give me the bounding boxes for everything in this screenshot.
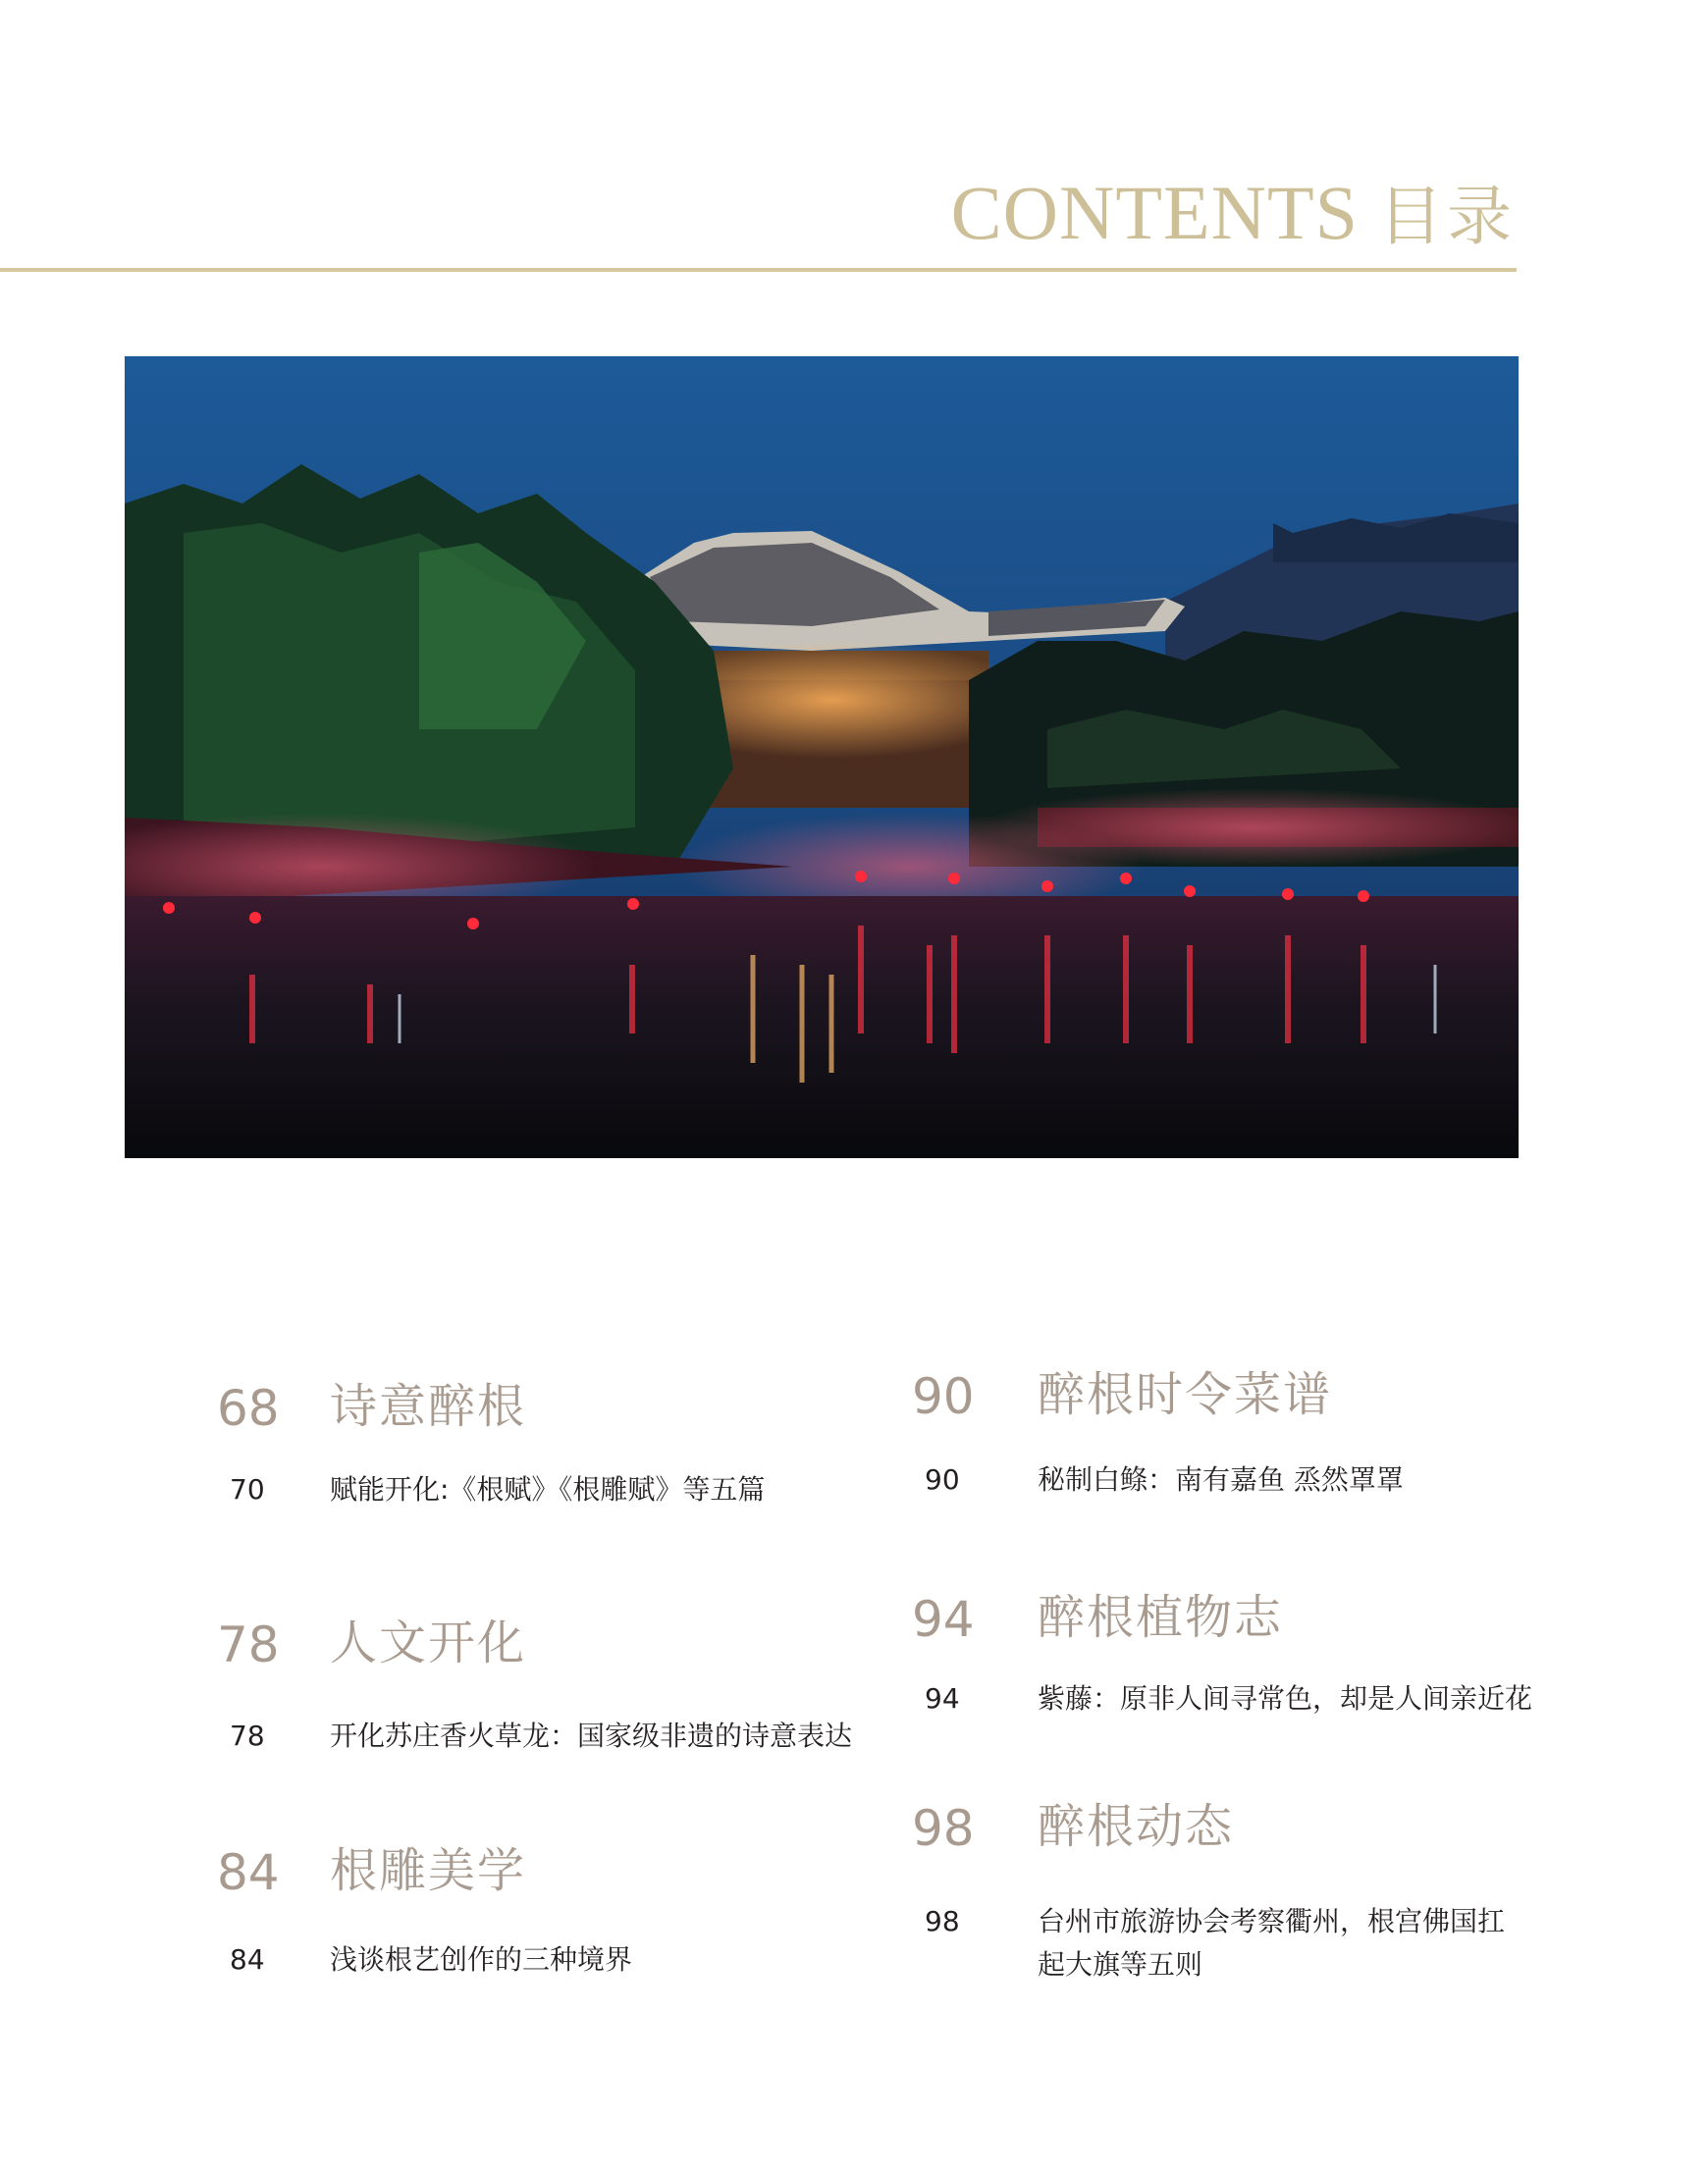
- item-page-number: 84: [230, 1943, 265, 1976]
- title-cn: 目录: [1378, 179, 1516, 254]
- item-page-number: 98: [925, 1905, 960, 1937]
- item-title[interactable]: 开化苏庄香火草龙：国家级非遗的诗意表达: [330, 1720, 853, 1752]
- item-page-number: 94: [925, 1682, 960, 1715]
- item-title[interactable]: 紫藤：原非人间寻常色，却是人间亲近花: [1038, 1682, 1533, 1715]
- section-page-number: 68: [217, 1380, 280, 1437]
- section-title[interactable]: 醉根植物志: [1038, 1590, 1284, 1645]
- section-title[interactable]: 醉根时令菜谱: [1038, 1367, 1333, 1422]
- section-page-number: 90: [912, 1368, 975, 1425]
- title-en: CONTENTS: [950, 170, 1359, 255]
- section-page-number: 98: [912, 1800, 975, 1857]
- section-title[interactable]: 诗意醉根: [330, 1379, 527, 1434]
- page-title: [950, 170, 1516, 255]
- section-page-number: 94: [912, 1591, 975, 1648]
- item-page-number: 78: [230, 1720, 265, 1752]
- section-title[interactable]: 人文开化: [330, 1616, 527, 1670]
- item-title-line-2[interactable]: 起大旗等五则: [1038, 1948, 1203, 1981]
- item-page-number: 70: [230, 1473, 265, 1506]
- item-title[interactable]: 浅谈根艺创作的三种境界: [330, 1943, 633, 1976]
- item-page-number: 90: [925, 1463, 960, 1496]
- item-title-line-1[interactable]: 台州市旅游协会考察衢州，根宫佛国扛: [1038, 1905, 1506, 1937]
- section-title[interactable]: 醉根动态: [1038, 1799, 1235, 1854]
- item-title[interactable]: 秘制白鲦：南有嘉鱼 烝然罩罩: [1038, 1463, 1404, 1496]
- section-page-number: 84: [217, 1844, 280, 1901]
- section-title[interactable]: 根雕美学: [330, 1843, 527, 1898]
- header-divider: [0, 268, 1517, 272]
- item-title[interactable]: 赋能开化:《根赋》《根雕赋》等五篇: [330, 1473, 766, 1506]
- section-page-number: 78: [217, 1616, 280, 1673]
- night-temple-lake-photo: [125, 356, 1519, 1158]
